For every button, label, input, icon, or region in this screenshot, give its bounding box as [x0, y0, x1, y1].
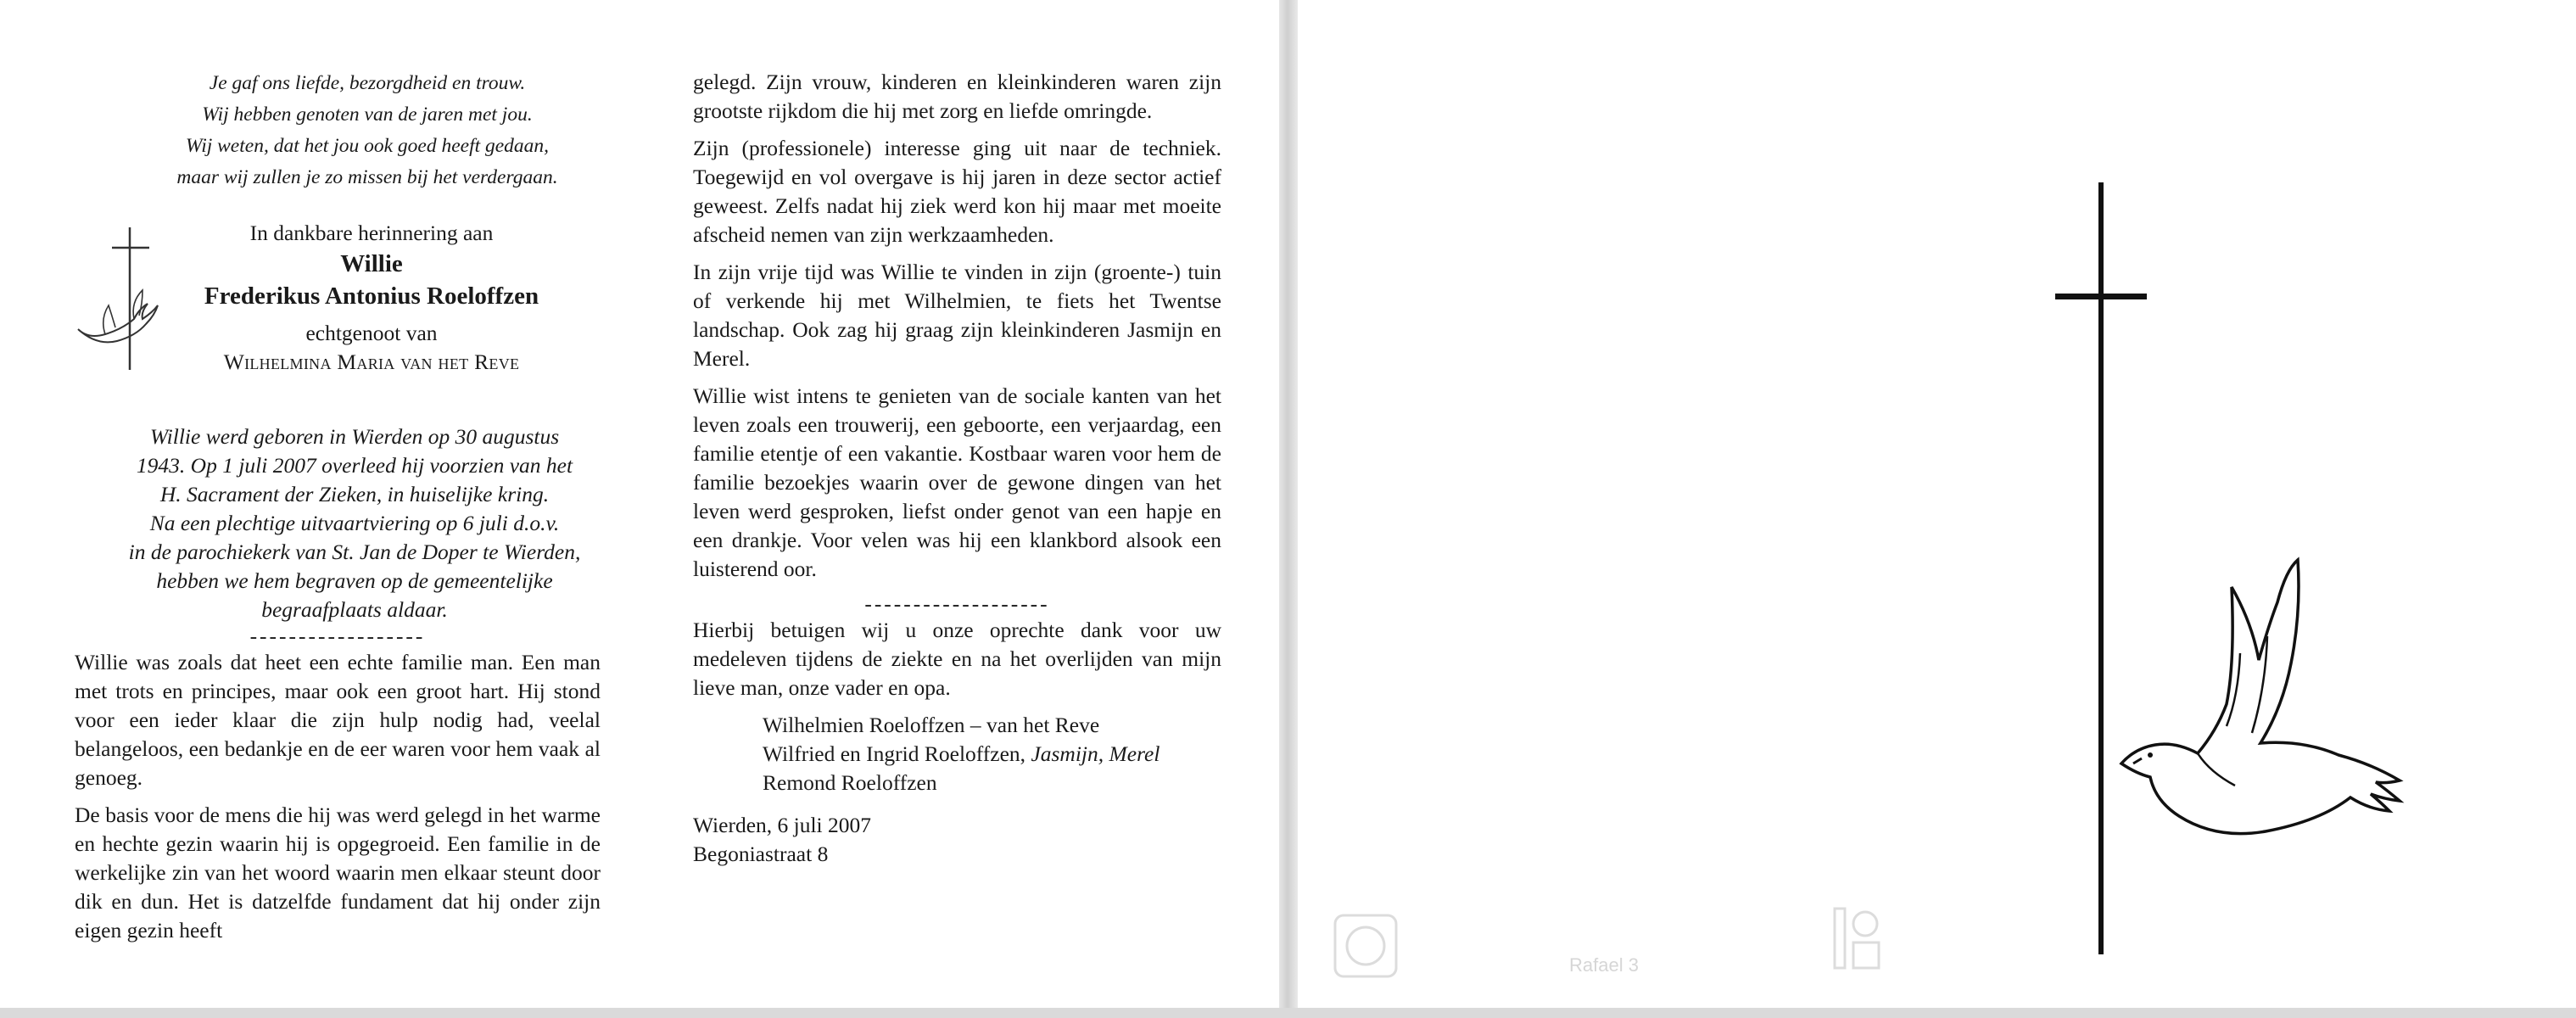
poem [117, 68, 617, 193]
first-name: Willie [340, 250, 403, 277]
publisher-logo-icon [1332, 912, 1400, 980]
signee-line: Wilhelmien Roeloffzen – van het Reve [763, 713, 1100, 737]
biography [92, 422, 617, 624]
paragraph: gelegd. Zijn vrouw, kinderen en kleinkinderen waren zijn grootste rijkdom die hij met zorg en liefde omringde. [693, 70, 1221, 123]
bio-line: 1943. Op 1 juli 2007 overleed hij voorzien van het [136, 453, 573, 478]
paragraph: In zijn vrije tijd was Willie te vinden in zijn (groente-) tuin of verkende hij met Wilhelmien, te fiets het Twentse landschap. Ook zag hij graag zijn kleinkinderen Jasmijn en Merel. [693, 260, 1221, 371]
spouse-name: Wilhelmina Maria van het Reve [223, 350, 520, 374]
intro-text: In dankbare herinnering aan [249, 221, 494, 245]
cover-page [1298, 0, 2576, 1010]
paragraph: Zijn (professionele) interesse ging uit naar de techniek. Toegewijd en vol overgave is hij jaren in deze sector actief geweest. Zelfs nadat hij ziek werd kon hij maar met moeite afscheid nemen van zijn werkzaamheden. [693, 136, 1221, 247]
thanks-paragraph: Hierbij betuigen wij u onze oprechte dank voor uw medeleven tijdens de ziekte en na het overlijden van mijn lieve man, onze vader en opa. [693, 618, 1221, 700]
memorial-block [75, 219, 601, 406]
product-code: Rafael 3 [1569, 954, 1639, 976]
inner-page [0, 0, 1279, 1010]
separator: ------------------ [249, 624, 426, 648]
paragraph: Willie was zoals dat heet een echte familie man. Een man met trots en principes, maar ook een groot hart. Hij stond voor een ieder klaar die zijn hulp nodig had, veelal belangeloos, een bedankje en de eer waren voor hem vaak al genoeg. [75, 650, 601, 790]
poem-line: maar wij zullen je zo missen bij het verdergaan. [176, 166, 558, 188]
bio-line: begraafplaats aldaar. [261, 597, 448, 622]
bio-line: in de parochiekerk van St. Jan de Doper te Wierden, [128, 540, 581, 564]
bio-line: hebben we hem begraven op de gemeentelijke [156, 568, 553, 593]
separator: ------------------- [864, 591, 1050, 616]
dove-icon [2116, 551, 2409, 840]
full-name: Frederikus Antonius Roeloffzen [204, 282, 539, 310]
signees [763, 711, 1221, 797]
poem-line: Je gaf ons liefde, bezorgdheid en trouw. [209, 72, 526, 94]
signee-names: Wilfried en Ingrid Roeloffzen, [763, 741, 1031, 766]
place-date: Wierden, 6 juli 2007 [693, 813, 872, 837]
printer-logo-icon [1828, 903, 1887, 980]
middle-column [693, 68, 1221, 869]
card-fold [1279, 0, 1298, 1018]
paragraph: Willie wist intens te genieten van de sociale kanten van het leven zoals een trouwerij, een geboorte, een verjaardag, een familie etentje of een vakantie. Kostbaar waren voor hem de familie bezoekjes waarin over de gewone dingen van het leven werd gesproken, liefst onder genot van een hapje en een drankje. Voor velen was hij een klankbord alsook een luisterend oor. [693, 383, 1221, 581]
bio-line: Willie werd geboren in Wierden op 30 augustus [149, 424, 560, 449]
memorial-text [168, 219, 575, 377]
grandchildren-names: Jasmijn, Merel [1031, 741, 1160, 766]
scan-edge [0, 1008, 2576, 1018]
address: Begoniastraat 8 [693, 842, 829, 866]
bio-line: H. Sacrament der Zieken, in huiselijke kring. [159, 482, 550, 506]
paragraph: De basis voor de mens die hij was werd gelegd in het warme en hechte gezin waarin hij is opgegroeid. Een familie in de werkelijke zin van het woord waarin men elkaar steunt door dik en dun. Het is datzelfde fundament dat hij onder zijn eigen gezin heeft [75, 803, 601, 942]
left-column [75, 68, 601, 954]
spouse-label: echtgenoot van [305, 321, 438, 345]
poem-line: Wij weten, dat het jou ook goed heeft gedaan, [185, 135, 550, 157]
poem-line: Wij hebben genoten van de jaren met jou. [202, 103, 533, 126]
signee-line [763, 740, 1221, 769]
signee-line: Remond Roeloffzen [763, 770, 937, 795]
cross-with-dove-icon [75, 227, 172, 372]
bio-line: Na een plechtige uitvaartviering op 6 juli d.o.v. [149, 511, 560, 535]
